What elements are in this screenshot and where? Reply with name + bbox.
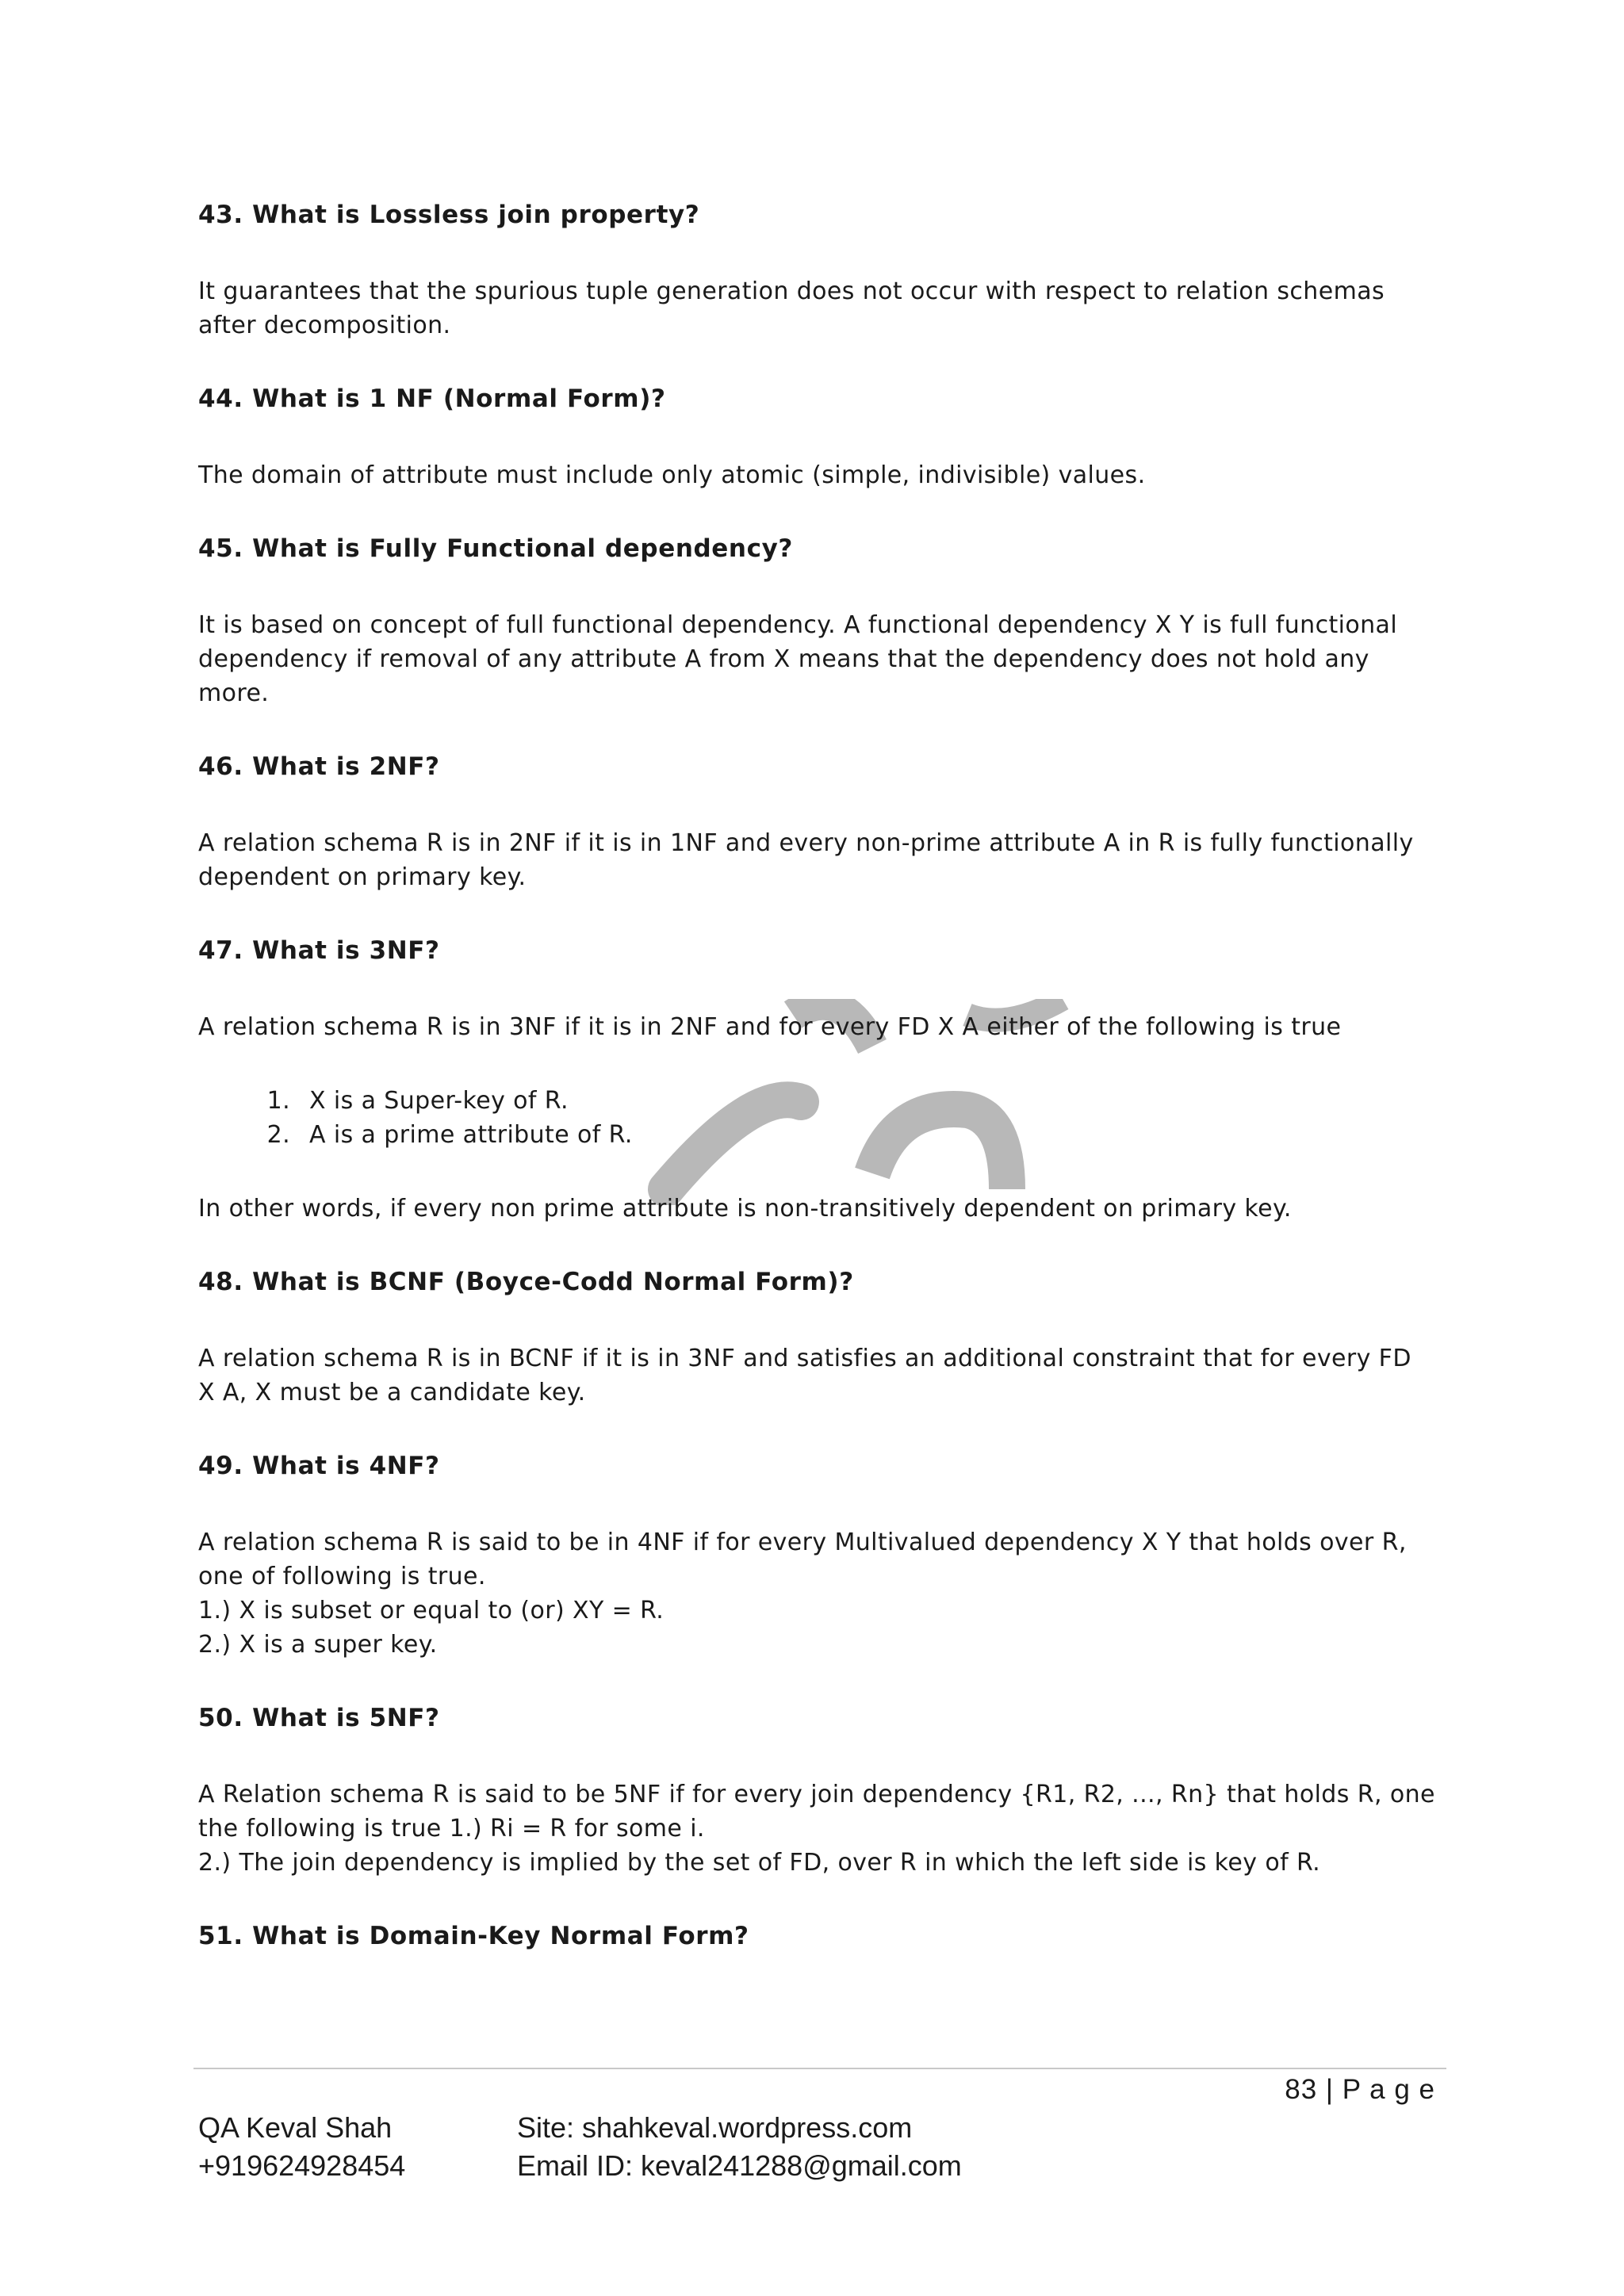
question-49: 49. What is 4NF? <box>198 1452 440 1480</box>
question-46: 46. What is 2NF? <box>198 752 440 781</box>
footer-divider <box>193 2068 1446 2069</box>
footer-author: QA Keval Shah <box>198 2111 393 2144</box>
answer-47-after: In other words, if every non prime attribute is non-transitively dependent on primary key. <box>198 1195 1292 1223</box>
document-body <box>198 198 1435 1953</box>
answer-49-line-3: 2.) X is a super key. <box>198 1631 438 1659</box>
question-44: 44. What is 1 NF (Normal Form)? <box>198 385 666 413</box>
list-item: 2. A is a prime attribute of R. <box>298 1118 1435 1152</box>
footer-contact-right <box>517 2109 962 2185</box>
footer-email: Email ID: keval241288@gmail.com <box>517 2149 962 2182</box>
answer-44: The domain of attribute must include only atomic (simple, indivisible) values. <box>198 461 1146 489</box>
answer-48: A relation schema R is in BCNF if it is in 3NF and satisfies an additional constraint that for every FD X A, X must be a candidate key. <box>198 1345 1411 1406</box>
answer-45: It is based on concept of full functional dependency. A functional dependency X Y is full functional dependency if removal of any attribute A from X means that the dependency does not hold any more. <box>198 611 1398 707</box>
question-50: 50. What is 5NF? <box>198 1704 440 1732</box>
answer-46: A relation schema R is in 2NF if it is in 1NF and every non-prime attribute A in R is fully functionally dependent on primary key. <box>198 829 1414 891</box>
question-48: 48. What is BCNF (Boyce-Codd Normal Form)? <box>198 1268 854 1296</box>
answer-49-line-1: A relation schema R is said to be in 4NF if for every Multivalued dependency X Y that holds over R, one of following is true. <box>198 1529 1407 1590</box>
answer-50-line-1: A Relation schema R is said to be 5NF if for every join dependency {R1, R2, ..., Rn} that holds R, one the following is true 1.) Ri = R for some i. <box>198 1781 1435 1843</box>
list-item: 1. X is a Super-key of R. <box>298 1084 1435 1118</box>
answer-47: A relation schema R is in 3NF if it is in 2NF and for every FD X A either of the following is true <box>198 1013 1342 1041</box>
question-45: 45. What is Fully Functional dependency? <box>198 534 793 563</box>
footer-contact-left <box>198 2109 405 2185</box>
question-51: 51. What is Domain-Key Normal Form? <box>198 1922 749 1950</box>
footer-site: Site: shahkeval.wordpress.com <box>517 2111 913 2144</box>
page-number: 83 | P a g e <box>1285 2074 1435 2105</box>
answer-49-line-2: 1.) X is subset or equal to (or) XY = R. <box>198 1597 665 1624</box>
question-47: 47. What is 3NF? <box>198 936 440 965</box>
answer-47-list <box>198 1084 1435 1152</box>
answer-43: It guarantees that the spurious tuple generation does not occur with respect to relation schemas after decomposition. <box>198 277 1385 339</box>
answer-50-line-2: 2.) The join dependency is implied by the set of FD, over R in which the left side is key of R. <box>198 1849 1321 1877</box>
footer-phone: +919624928454 <box>198 2149 406 2182</box>
question-43: 43. What is Lossless join property? <box>198 201 700 229</box>
